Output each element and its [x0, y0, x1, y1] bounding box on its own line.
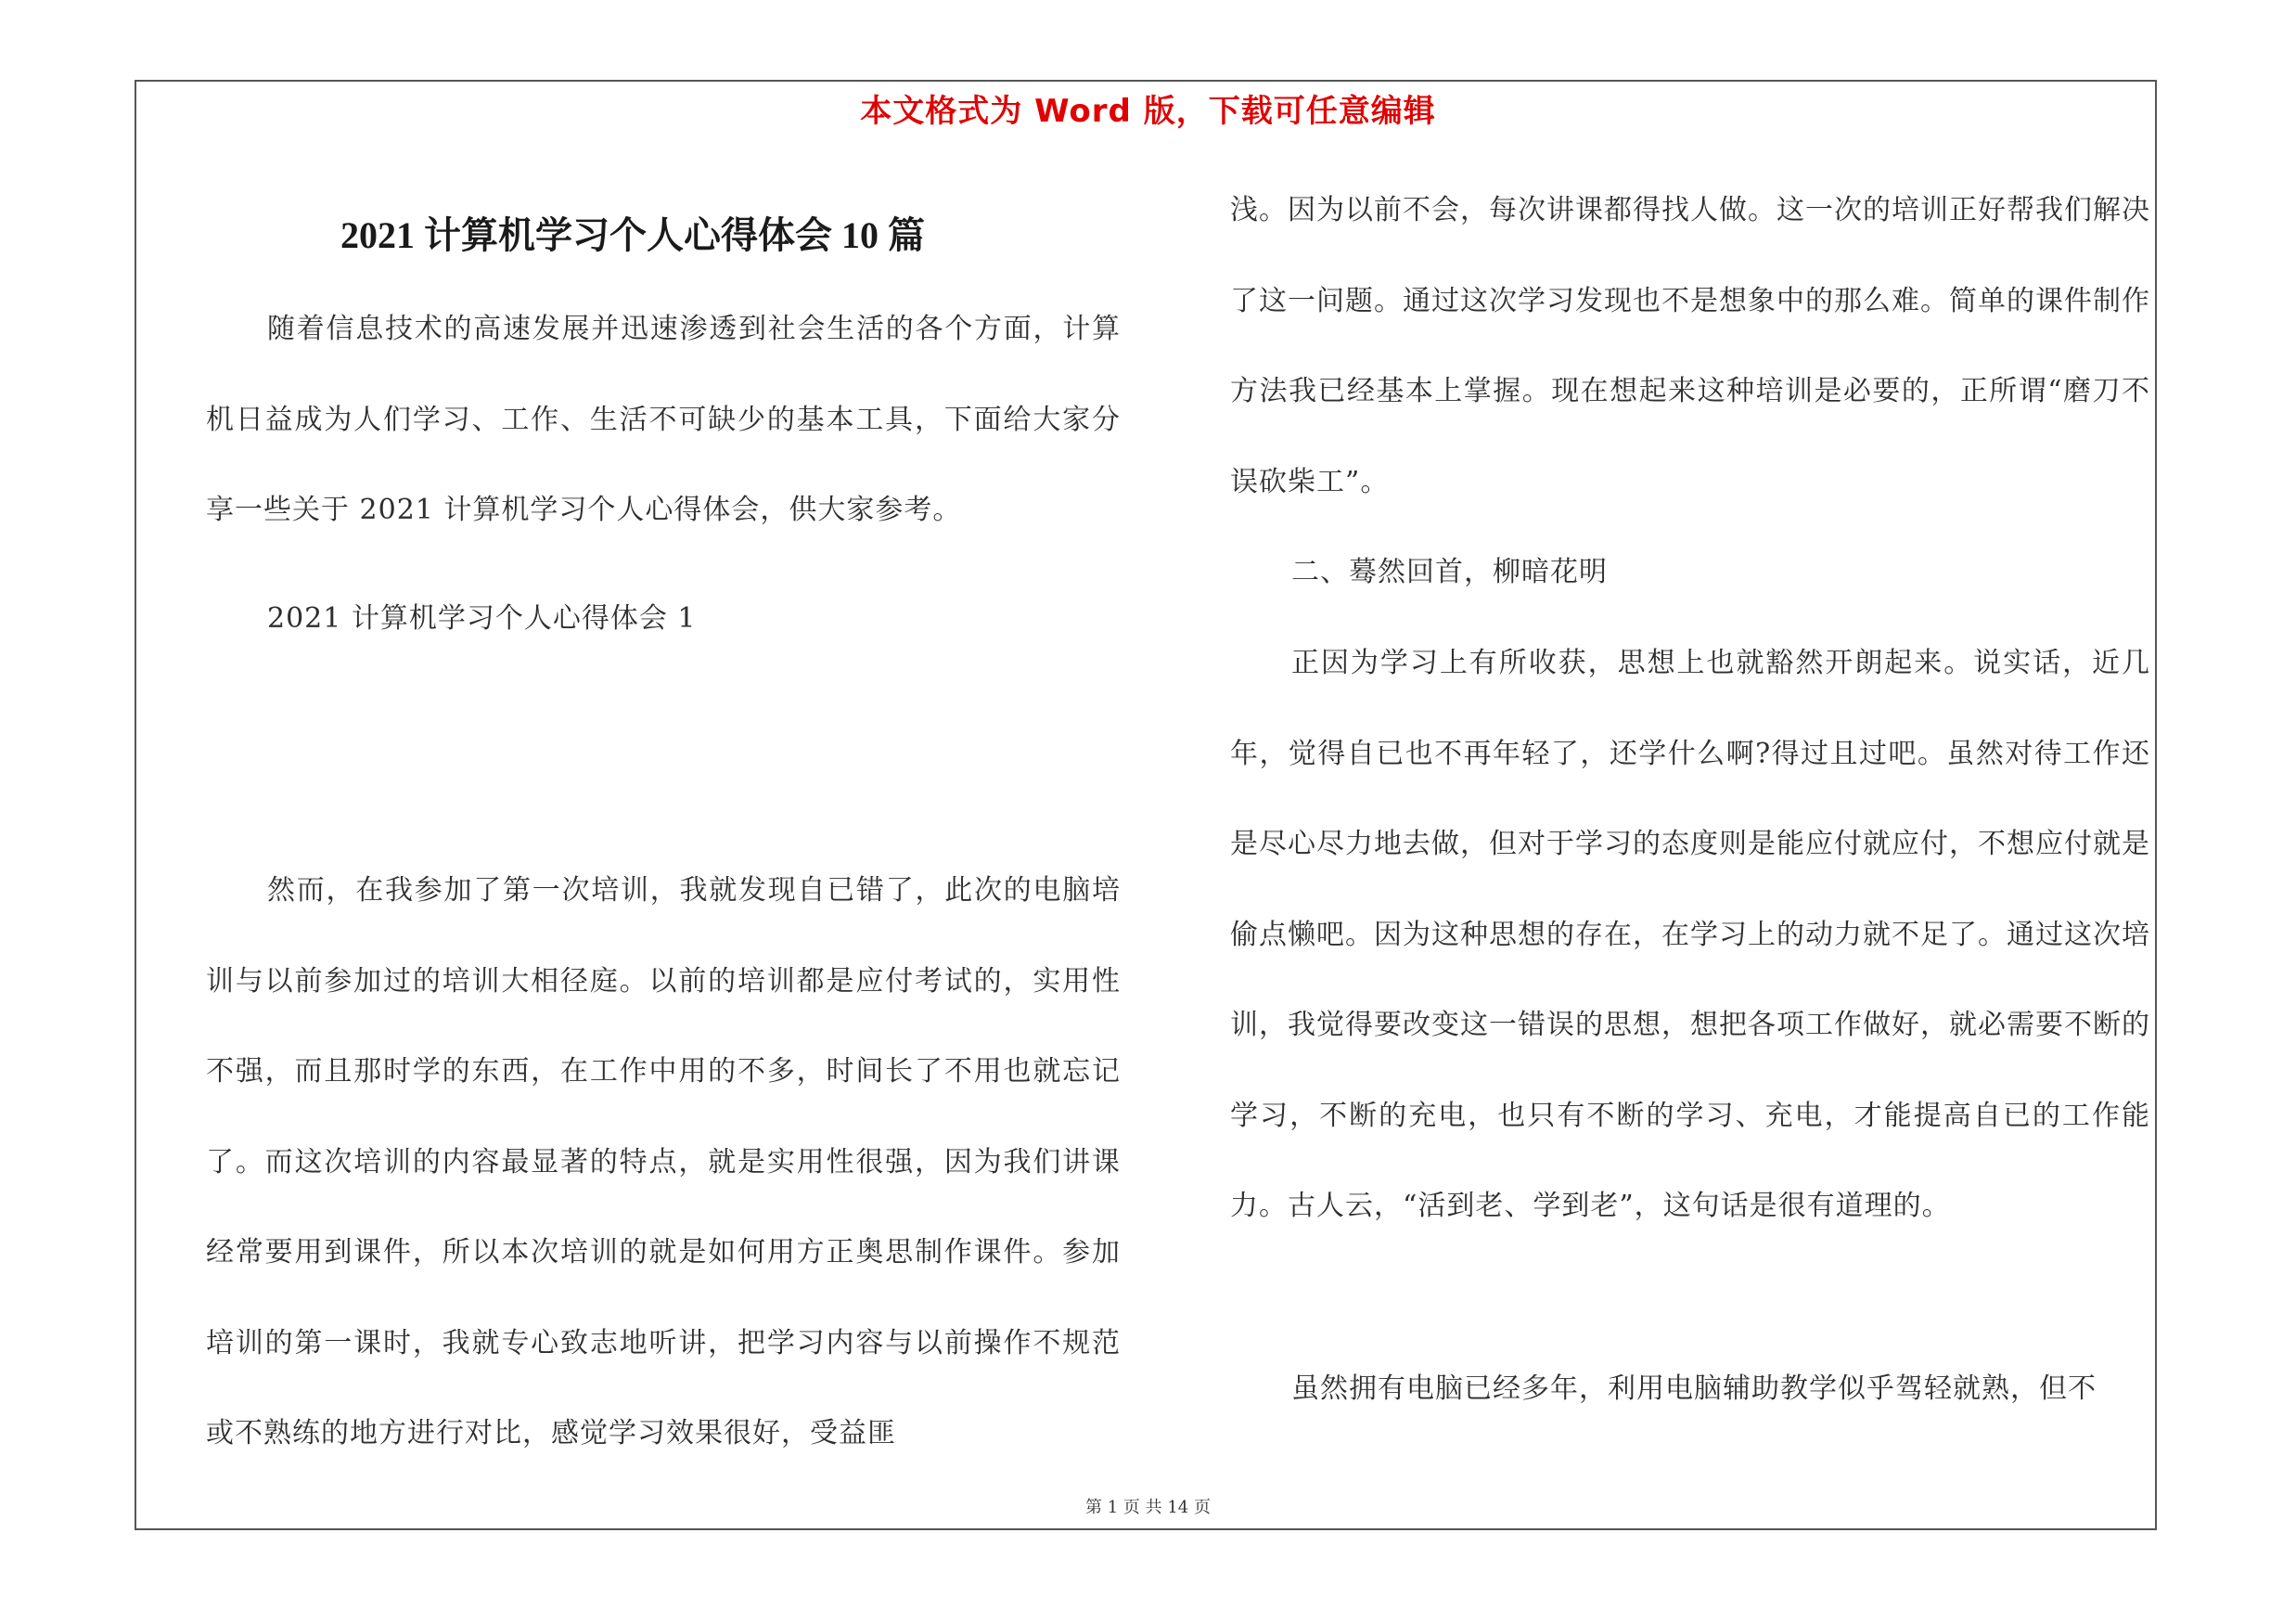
body-paragraph-right-2: 正因为学习上有所收获，思想上也就豁然开朗起来。说实话，近几年，觉得自已也不再年轻了，还学什么啊?得过且过吧。虽然对待工作还是尽心尽力地去做，但对于学习的态度则是能应付就应付，不想应付就是偷点懒吧。因为这种思想的存在，在学习上的动力就不足了。通过这次培训，我觉得要改变这一错误的思想，想把各项工作做好，就必需要不断的学习，不断的充电，也只有不断的学习、充电，才能提高自已的工作能力。古人云，“活到老、学到老”，这句话是很有道理的。 — [1230, 647, 2150, 1222]
body-paragraph-right-3: 虽然拥有电脑已经多年，利用电脑辅助教学似乎驾轻就熟，但不 — [1291, 1372, 2097, 1405]
document-title: 2021 计算机学习个人心得体会 10 篇 — [340, 214, 925, 256]
format-notice-banner: 本文格式为 Word 版，下载可任意编辑 — [860, 93, 1436, 130]
section-heading-2: 二、蓦然回首，柳暗花明 — [1291, 556, 1608, 588]
body-paragraph-left: 然而，在我参加了第一次培训，我就发现自已错了，此次的电脑培训与以前参加过的培训大相径庭。以前的培训都是应付考试的，实用性不强，而且那时学的东西，在工作中用的不多，时间长了不用也就忘记了。而这次培训的内容最显著的特点，就是实用性很强，因为我们讲课经常要用到课件，所以本次培训的就是如何用方正奥思制作课件。参加培训的第一课时，我就专心致志地听讲，把学习内容与以前操作不规范或不熟练的地方进行对比，感觉学习效果很好，受益匪 — [206, 874, 1121, 1449]
body-paragraph-right-1: 浅。因为以前不会，每次讲课都得找人做。这一次的培训正好帮我们解决了这一问题。通过这次学习发现也不是想象中的那么难。简单的课件制作方法我已经基本上掌握。现在想起来这种培训是必要的，正所谓“磨刀不误砍柴工”。 — [1230, 194, 2150, 498]
intro-paragraph: 随着信息技术的高速发展并迅速渗透到社会生活的各个方面，计算机日益成为人们学习、工作、生活不可缺少的基本工具，下面给大家分享一些关于 2021 计算机学习个人心得体会，供大家参考。 — [206, 313, 1121, 526]
section-subheading: 2021 计算机学习个人心得体会 1 — [267, 602, 697, 635]
page-number: 第 1 页 共 14 页 — [1085, 1498, 1211, 1517]
